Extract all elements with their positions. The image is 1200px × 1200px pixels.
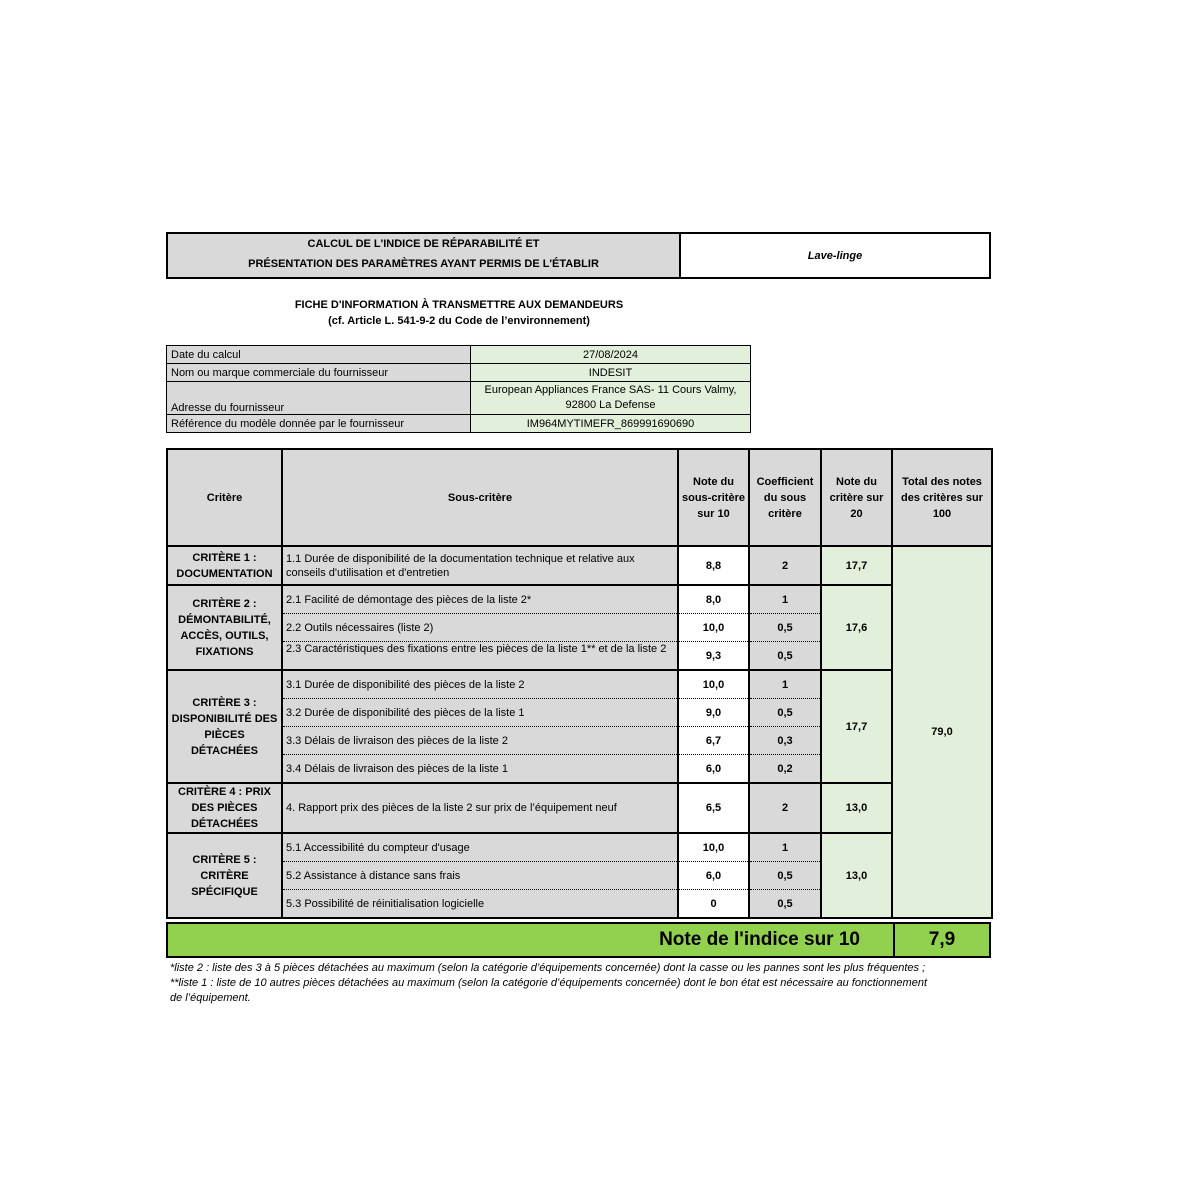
sub-criterion-label: 5.1 Accessibilité du compteur d'usage <box>282 833 678 862</box>
col-header-note-sous: Note du sous-critère sur 10 <box>678 449 749 546</box>
col-header-coef: Coefficient du sous critère <box>749 449 821 546</box>
info-label: Nom ou marque commerciale du fournisseur <box>167 364 471 382</box>
footnote-liste-1: **liste 1 : liste de 10 autres pièces détachées au maximum (selon la catégorie d’équipements concernée) dont le bon état est nécessaire au fonctionnement <box>170 977 928 989</box>
sub-criterion-label: 5.3 Possibilité de réinitialisation logicielle <box>282 890 678 919</box>
table-header-row <box>167 449 992 546</box>
sub-criterion-note: 8,0 <box>678 585 749 614</box>
address-line2: 92800 La Defense <box>565 399 656 411</box>
final-score-value: 7,9 <box>928 929 956 950</box>
address-line1: European Appliances France SAS- 11 Cours Valmy, <box>484 384 737 396</box>
table-row <box>167 833 992 862</box>
info-value: INDESIT <box>471 364 751 382</box>
criterion-score: 17,6 <box>821 585 892 670</box>
sub-criterion-label: 2.1 Facilité de démontage des pièces de la liste 2* <box>282 585 678 614</box>
sub-criterion-coef: 1 <box>749 833 821 862</box>
info-row-address <box>167 382 751 415</box>
subtitle-line2: (cf. Article L. 541-9-2 du Code de l’environnement) <box>328 315 590 327</box>
criterion-name: CRITÈRE 4 : PRIX DES PIÈCES DÉTACHÉES <box>167 783 282 833</box>
sub-criterion-coef: 2 <box>749 783 821 833</box>
col-header-sous-critere: Sous-critère <box>282 449 678 546</box>
product-type: Lave-linge <box>807 249 863 262</box>
sub-criterion-coef: 0,2 <box>749 755 821 784</box>
sub-criterion-note: 0 <box>678 890 749 919</box>
sub-criterion-label: 5.2 Assistance à distance sans frais <box>282 862 678 890</box>
sub-criterion-text: 2.3 Caractéristiques des fixations entre les pièces de la liste 1** et de la liste 2 <box>286 643 667 655</box>
supplier-info-table <box>166 345 751 433</box>
sub-criterion-coef: 0,5 <box>749 614 821 642</box>
sub-criterion-label: 2.2 Outils nécessaires (liste 2) <box>282 614 678 642</box>
final-score-label: Note de l'indice sur 10 <box>168 924 895 956</box>
footnote-liste-2: *liste 2 : liste des 3 à 5 pièces détachées au maximum (selon la catégorie d’équipements concernée) dont la casse ou les pannes sont les plus fréquentes ; <box>170 962 926 974</box>
criterion-name: CRITÈRE 2 : DÉMONTABILITÉ, ACCÈS, OUTILS, FIXATIONS <box>167 585 282 670</box>
col-header-critere: Critère <box>167 449 282 546</box>
footnote-liste-1-cont: de l’équipement. <box>170 992 251 1004</box>
footnotes <box>170 961 1000 1006</box>
header-title-line2: PRÉSENTATION DES PARAMÈTRES AYANT PERMIS DE L'ÉTABLIR <box>248 257 599 270</box>
sub-criterion-note: 6,0 <box>678 862 749 890</box>
criterion-score: 17,7 <box>821 546 892 585</box>
sub-criterion-coef: 2 <box>749 546 821 585</box>
sub-criterion-coef: 1 <box>749 670 821 699</box>
sub-criterion-note: 10,0 <box>678 833 749 862</box>
table-row <box>167 783 992 833</box>
info-row-brand <box>167 364 751 382</box>
sub-criterion-coef: 0,3 <box>749 727 821 755</box>
sub-criterion-label: 3.4 Délais de livraison des pièces de la liste 1 <box>282 755 678 784</box>
header-title <box>168 234 681 277</box>
sub-criterion-note: 6,5 <box>678 783 749 833</box>
table-row <box>167 546 992 585</box>
info-label: Adresse du fournisseur <box>167 382 471 415</box>
sub-criterion-coef: 0,5 <box>749 699 821 727</box>
sub-criterion-label: 1.1 Durée de disponibilité de la documentation technique et relative aux conseils d'utilisation et d'entretien <box>282 546 678 585</box>
sub-criterion-note: 10,0 <box>678 614 749 642</box>
criterion-score: 13,0 <box>821 833 892 918</box>
subtitle-line1: FICHE D'INFORMATION À TRANSMETTRE AUX DEMANDEURS <box>294 299 624 311</box>
table-row <box>167 585 992 614</box>
table-row <box>167 670 992 699</box>
sub-criterion-label: 4. Rapport prix des pièces de la liste 2 sur prix de l’équipement neuf <box>282 783 678 833</box>
final-score-row <box>166 922 991 958</box>
sub-criterion-label: 3.1 Durée de disponibilité des pièces de la liste 2 <box>282 670 678 699</box>
info-label: Date du calcul <box>167 346 471 364</box>
criterion-name: CRITÈRE 3 : DISPONIBILITÉ DES PIÈCES DÉTACHÉES <box>167 670 282 783</box>
sub-criterion-note: 6,0 <box>678 755 749 784</box>
sub-criterion-coef: 0,5 <box>749 862 821 890</box>
criterion-name: CRITÈRE 1 : DOCUMENTATION <box>167 546 282 585</box>
sub-criterion-note: 9,3 <box>678 642 749 671</box>
criterion-score: 13,0 <box>821 783 892 833</box>
col-header-total: Total des notes des critères sur 100 <box>892 449 992 546</box>
info-value: 27/08/2024 <box>471 346 751 364</box>
sub-criterion-note: 6,7 <box>678 727 749 755</box>
col-header-note-critere: Note du critère sur 20 <box>821 449 892 546</box>
info-label: Référence du modèle donnée par le fournisseur <box>167 415 471 433</box>
sub-criterion-note: 8,8 <box>678 546 749 585</box>
sub-criterion-label: 3.2 Durée de disponibilité des pièces de la liste 1 <box>282 699 678 727</box>
repairability-score-table <box>166 448 993 919</box>
header-title-line1: CALCUL DE L'INDICE DE RÉPARABILITÉ ET <box>307 237 540 250</box>
document-header <box>166 232 991 279</box>
info-row-reference <box>167 415 751 433</box>
criterion-score: 17,7 <box>821 670 892 783</box>
info-row-date <box>167 346 751 364</box>
info-value <box>471 382 751 415</box>
sub-criterion-coef: 0,5 <box>749 890 821 919</box>
sub-criterion-label: 3.3 Délais de livraison des pièces de la liste 2 <box>282 727 678 755</box>
sub-criterion-coef: 1 <box>749 585 821 614</box>
criterion-name: CRITÈRE 5 : CRITÈRE SPÉCIFIQUE <box>167 833 282 918</box>
subtitle <box>166 297 752 329</box>
info-value: IM964MYTIMEFR_869991690690 <box>471 415 751 433</box>
sub-criterion-note: 9,0 <box>678 699 749 727</box>
total-score: 79,0 <box>892 546 992 918</box>
sub-criterion-coef: 0,5 <box>749 642 821 671</box>
sub-criterion-note: 10,0 <box>678 670 749 699</box>
sub-criterion-label <box>282 642 678 671</box>
